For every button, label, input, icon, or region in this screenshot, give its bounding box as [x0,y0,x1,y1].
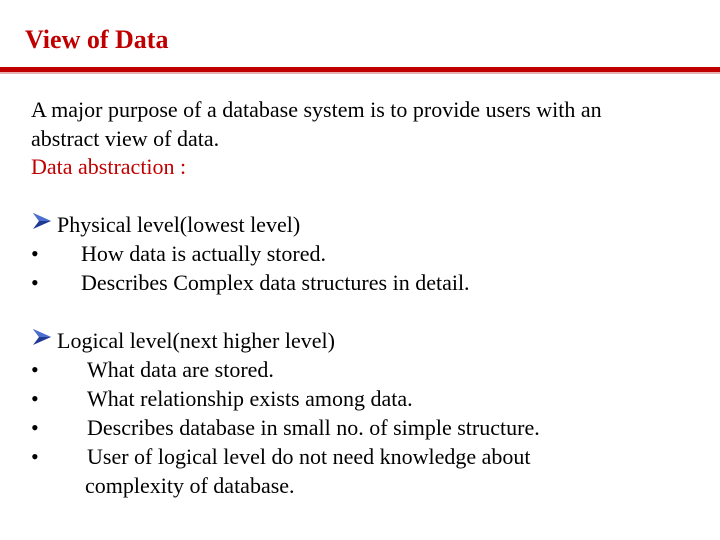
physical-item-2: Describes Complex data structures in detail. [81,270,470,295]
slide-title: View of Data [25,25,169,54]
logical-item-3: Describes database in small no. of simple structure. [87,415,540,440]
physical-level-heading: Physical level(lowest level) [57,212,301,237]
bullet-dot: • [31,386,39,411]
arrow-bullet-icon [33,213,51,229]
bullet-dot: • [31,357,39,382]
logical-item-2: What relationship exists among data. [87,386,413,411]
bullet-dot: • [31,241,39,266]
bullet-dot: • [31,415,39,440]
logical-item-4-continuation: complexity of database. [85,473,295,498]
logical-item-1: What data are stored. [87,357,274,382]
title-divider-shadow [0,72,720,74]
intro-line-2: abstract view of data. [31,126,220,151]
data-abstraction-label: Data abstraction : [31,154,187,179]
logical-level-heading: Logical level(next higher level) [57,328,335,353]
logical-item-4: User of logical level do not need knowledge about [87,444,531,469]
physical-item-1: How data is actually stored. [81,241,326,266]
bullet-dot: • [31,270,39,295]
arrow-bullet-icon [33,329,51,345]
bullet-dot: • [31,444,39,469]
intro-line-1: A major purpose of a database system is to provide users with an [31,97,602,122]
